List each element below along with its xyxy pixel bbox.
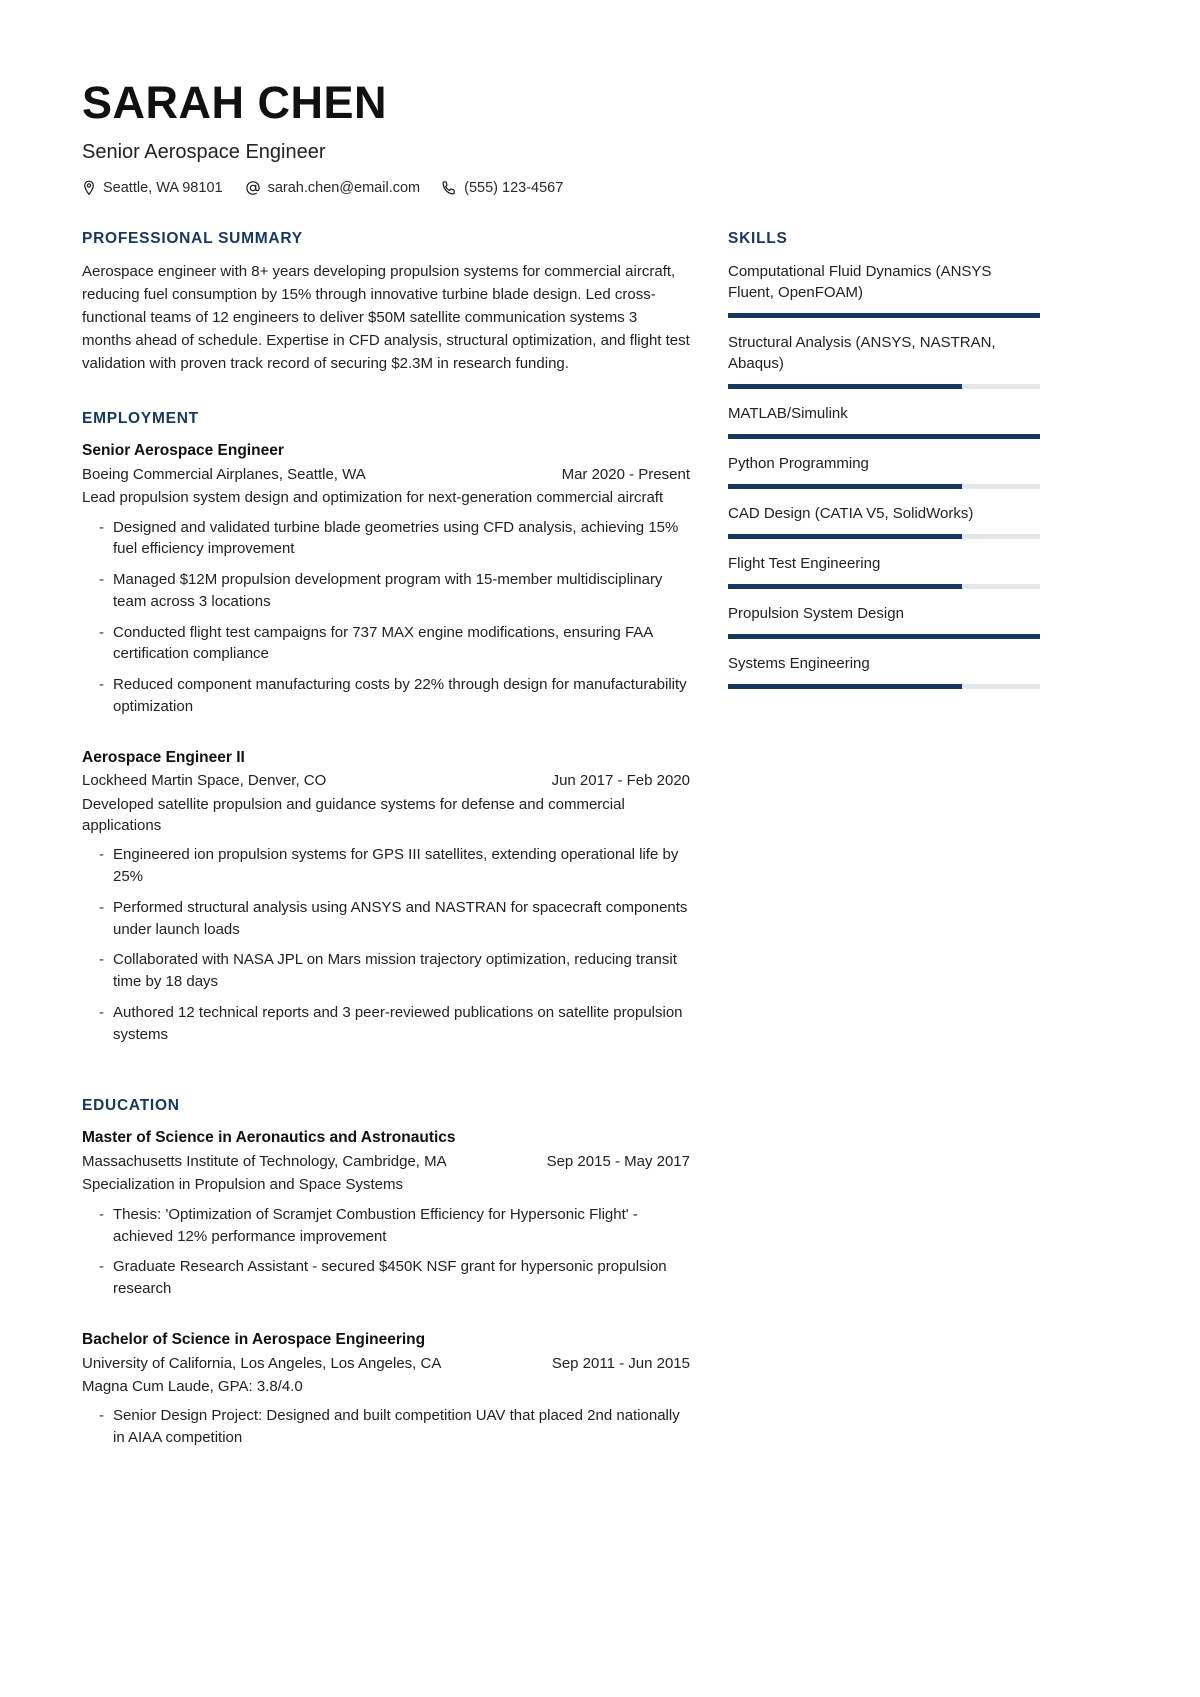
candidate-name: SARAH CHEN [82, 77, 388, 128]
contact-email[interactable] [245, 180, 421, 196]
entry-bullet [82, 674, 690, 718]
entry-bullet [82, 844, 690, 888]
entry-meta [82, 1354, 690, 1374]
bullet-text: Senior Design Project: Designed and built competition UAV that placed 2nd nationally in AIAA competition [113, 1407, 680, 1446]
bullet-text: Performed structural analysis using ANSYS and NASTRAN for spacecraft components under launch loads [113, 898, 688, 938]
education-entry [82, 1330, 690, 1449]
entry-role: Aerospace Engineer II [82, 748, 245, 766]
entry-dates: Sep 2015 - May 2017 [546, 1153, 690, 1171]
section-heading-employment: EMPLOYMENT [82, 410, 199, 428]
skill-level-track [728, 634, 1040, 639]
education-entries [82, 1128, 690, 1448]
bullet-dash-icon: - [99, 1258, 104, 1276]
entry-dates: Jun 2017 - Feb 2020 [551, 772, 690, 790]
skill-name: Structural Analysis (ANSYS, NASTRAN, Abaqus) [728, 334, 996, 373]
employment-entry [82, 441, 690, 717]
skill-level-track [728, 484, 1040, 489]
skill-name: Systems Engineering [728, 655, 870, 673]
at-sign-icon [245, 180, 261, 196]
entry-bullet [82, 1204, 690, 1248]
section-professional-summary [82, 230, 690, 376]
skill-level-fill [728, 484, 962, 489]
entry-bullet [82, 1002, 690, 1046]
bullet-dash-icon: - [99, 518, 104, 536]
entry-bullet [82, 949, 690, 993]
bullet-dash-icon: - [99, 1205, 104, 1223]
contact-row [82, 180, 1120, 196]
bullet-dash-icon: - [99, 846, 104, 864]
entry-description: Developed satellite propulsion and guidance systems for defense and commercial applications [82, 795, 625, 835]
bullet-dash-icon: - [99, 1003, 104, 1021]
location-pin-icon [82, 180, 96, 196]
bullet-text: Collaborated with NASA JPL on Mars mission trajectory optimization, reducing transit time by 18 days [113, 951, 677, 991]
bullet-text: Authored 12 technical reports and 3 peer-reviewed publications on satellite propulsion systems [113, 1003, 683, 1043]
section-heading-summary: PROFESSIONAL SUMMARY [82, 230, 303, 248]
skill-level-track [728, 684, 1040, 689]
entry-bullet [82, 569, 690, 613]
bullet-text: Designed and validated turbine blade geometries using CFD analysis, achieving 15% fuel efficiency improvement [113, 518, 679, 558]
entry-description: Magna Cum Laude, GPA: 3.8/4.0 [82, 1377, 303, 1395]
bullet-dash-icon: - [99, 676, 104, 694]
entry-organization: Boeing Commercial Airplanes, Seattle, WA [82, 466, 366, 483]
bullet-dash-icon: - [99, 571, 104, 589]
contact-email-text: sarah.chen@email.com [267, 180, 421, 197]
main-column [82, 230, 690, 1482]
bullet-dash-icon: - [99, 1407, 104, 1425]
skills-list [728, 261, 1040, 689]
entry-description: Lead propulsion system design and optimization for next-generation commercial aircraft [82, 489, 664, 507]
skill-item [728, 503, 1040, 539]
bullet-text: Thesis: 'Optimization of Scramjet Combustion Efficiency for Hypersonic Flight' - achieved 12% performance improvement [113, 1205, 638, 1245]
skill-item [728, 261, 1040, 318]
entry-bullets [82, 844, 690, 1045]
skill-level-fill [728, 584, 962, 589]
skill-level-fill [728, 313, 1040, 318]
entry-role: Senior Aerospace Engineer [82, 442, 284, 460]
skill-item [728, 603, 1040, 639]
resume-body [82, 230, 1120, 1482]
entry-bullets [82, 1204, 690, 1300]
skill-level-fill [728, 534, 962, 539]
entry-bullet [82, 1256, 690, 1300]
bullet-text: Engineered ion propulsion systems for GPS III satellites, extending operational life by 25% [113, 846, 679, 886]
bullet-dash-icon: - [99, 623, 104, 641]
phone-icon [442, 180, 457, 196]
skill-item [728, 653, 1040, 689]
entry-bullets [82, 1405, 690, 1449]
skill-level-track [728, 434, 1040, 439]
skill-name: Python Programming [728, 455, 869, 473]
bullet-text: Graduate Research Assistant - secured $450K NSF grant for hypersonic propulsion research [113, 1258, 667, 1298]
skill-level-fill [728, 684, 962, 689]
skill-name: MATLAB/Simulink [728, 405, 848, 423]
skill-level-track [728, 584, 1040, 589]
entry-dates: Mar 2020 - Present [561, 466, 690, 483]
bullet-text: Managed $12M propulsion development program with 15-member multidisciplinary team across 3 locations [113, 571, 663, 610]
entry-bullet [82, 517, 690, 561]
skill-level-fill [728, 384, 962, 389]
entry-meta [82, 1152, 690, 1172]
section-employment [82, 410, 690, 1045]
skill-level-fill [728, 434, 1040, 439]
entry-degree: Master of Science in Aeronautics and Astronautics [82, 1129, 456, 1147]
bullet-dash-icon: - [99, 951, 104, 969]
entry-meta [82, 465, 690, 485]
entry-description: Specialization in Propulsion and Space Systems [82, 1176, 404, 1194]
section-education [82, 1097, 690, 1448]
contact-phone-text: (555) 123-4567 [464, 180, 564, 197]
section-heading-skills: SKILLS [728, 230, 788, 248]
bullet-text: Conducted flight test campaigns for 737 MAX engine modifications, ensuring FAA certification compliance [113, 623, 653, 663]
skill-name: Propulsion System Design [728, 605, 904, 623]
entry-bullet [82, 622, 690, 666]
entry-bullet [82, 1405, 690, 1449]
skill-level-fill [728, 634, 1040, 639]
entry-meta [82, 771, 690, 791]
skill-item [728, 332, 1040, 389]
bullet-dash-icon: - [99, 898, 104, 916]
summary-text: Aerospace engineer with 8+ years developing propulsion systems for commercial aircraft, reducing fuel consumption by 15% through innovative turbine blade design. Led cross-functional teams of 12 engineers to deliver $50M satellite communication systems 3 months ahead of schedule. Expertise in CFD analysis, structural optimization, and flight test validation with proven track record of securing $2.3M in research funding. [82, 263, 690, 373]
entry-dates: Sep 2011 - Jun 2015 [551, 1354, 690, 1372]
skill-name: CAD Design (CATIA V5, SolidWorks) [728, 505, 974, 523]
entry-bullets [82, 517, 690, 718]
skill-level-track [728, 313, 1040, 318]
section-heading-education: EDUCATION [82, 1097, 180, 1115]
entry-bullet [82, 897, 690, 941]
education-entry [82, 1128, 690, 1299]
skill-item [728, 403, 1040, 439]
skill-level-track [728, 534, 1040, 539]
skills-sidebar [728, 230, 1040, 689]
entry-organization: Lockheed Martin Space, Denver, CO [82, 772, 327, 790]
entry-degree: Bachelor of Science in Aerospace Engineering [82, 1330, 426, 1348]
skill-item [728, 553, 1040, 589]
entry-institution: Massachusetts Institute of Technology, Cambridge, MA [82, 1153, 447, 1171]
contact-location-text: Seattle, WA 98101 [103, 180, 223, 197]
employment-entry [82, 748, 690, 1046]
employment-entries [82, 441, 690, 1045]
contact-location[interactable] [82, 180, 223, 196]
skill-name: Computational Fluid Dynamics (ANSYS Fluent, OpenFOAM) [728, 263, 992, 302]
skill-name: Flight Test Engineering [728, 555, 881, 573]
entry-institution: University of California, Los Angeles, Los Angeles, CA [82, 1354, 442, 1372]
bullet-text: Reduced component manufacturing costs by 22% through design for manufacturability optimization [113, 676, 687, 715]
skill-level-track [728, 384, 1040, 389]
candidate-headline: Senior Aerospace Engineer [82, 141, 326, 164]
contact-phone[interactable] [442, 180, 563, 196]
resume-header [82, 78, 1120, 196]
skill-item [728, 453, 1040, 489]
